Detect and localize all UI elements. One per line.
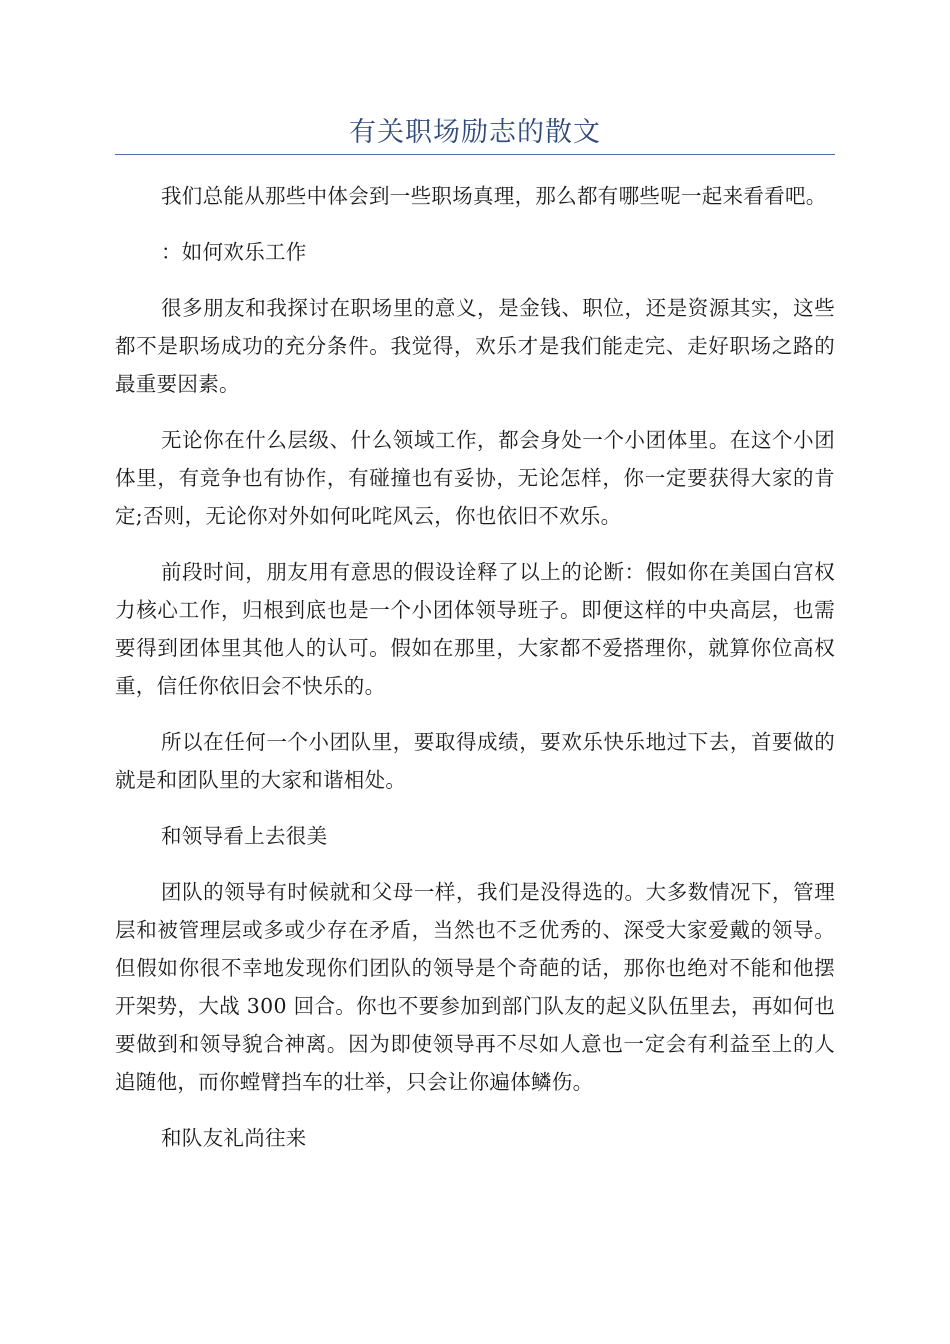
paragraph: 团队的领导有时候就和父母一样，我们是没得选的。大多数情况下，管理层和被管理层或多或少存在矛盾，当然也不乏优秀的、深受大家爱戴的领导。但假如你很不幸地发现你们团队的领导是个奇葩的话，那你也绝对不能和他摆开架势，大战 300 回合。你也不要参加到部门队友的起义队伍里去，再如何也要做到和领导貌合神离。因为即使领导再不尽如人意也一定会有利益至上的人追随他，而你螳臂挡车的壮举，只会让你遍体鳞伤。 [115, 880, 835, 1094]
section-heading-teammates: 和队友礼尚往来 [161, 1126, 307, 1150]
paragraph: 所以在任何一个小团队里，要取得成绩，要欢乐快乐地过下去，首要做的就是和团队里的大家和谐相处。 [115, 730, 835, 792]
document-title: 有关职场励志的散文 [349, 117, 601, 148]
section-heading-happy-work: ：如何欢乐工作 [161, 240, 307, 264]
document-body [115, 177, 835, 1175]
paragraph: 无论你在什么层级、什么领域工作，都会身处一个小团体里。在这个小团体里，有竞争也有协作，有碰撞也有妥协，无论怎样，你一定要获得大家的肯定;否则，无论你对外如何叱咤风云，你也依旧不欢乐。 [115, 428, 835, 528]
section-heading-leader: 和领导看上去很美 [161, 824, 328, 848]
paragraph-intro: 我们总能从那些中体会到一些职场真理，那么都有哪些呢一起来看看吧。 [161, 184, 827, 208]
paragraph: 很多朋友和我探讨在职场里的意义，是金钱、职位，还是资源其实，这些都不是职场成功的充分条件。我觉得，欢乐才是我们能走完、走好职场之路的最重要因素。 [115, 296, 835, 396]
paragraph: 前段时间，朋友用有意思的假设诠释了以上的论断：假如你在美国白宫权力核心工作，归根到底也是一个小团体领导班子。即便这样的中央高层，也需要得到团体里其他人的认可。假如在那里，大家都不爱搭理你，就算你位高权重，信任你依旧会不快乐的。 [115, 560, 835, 698]
title-underline [115, 154, 835, 155]
